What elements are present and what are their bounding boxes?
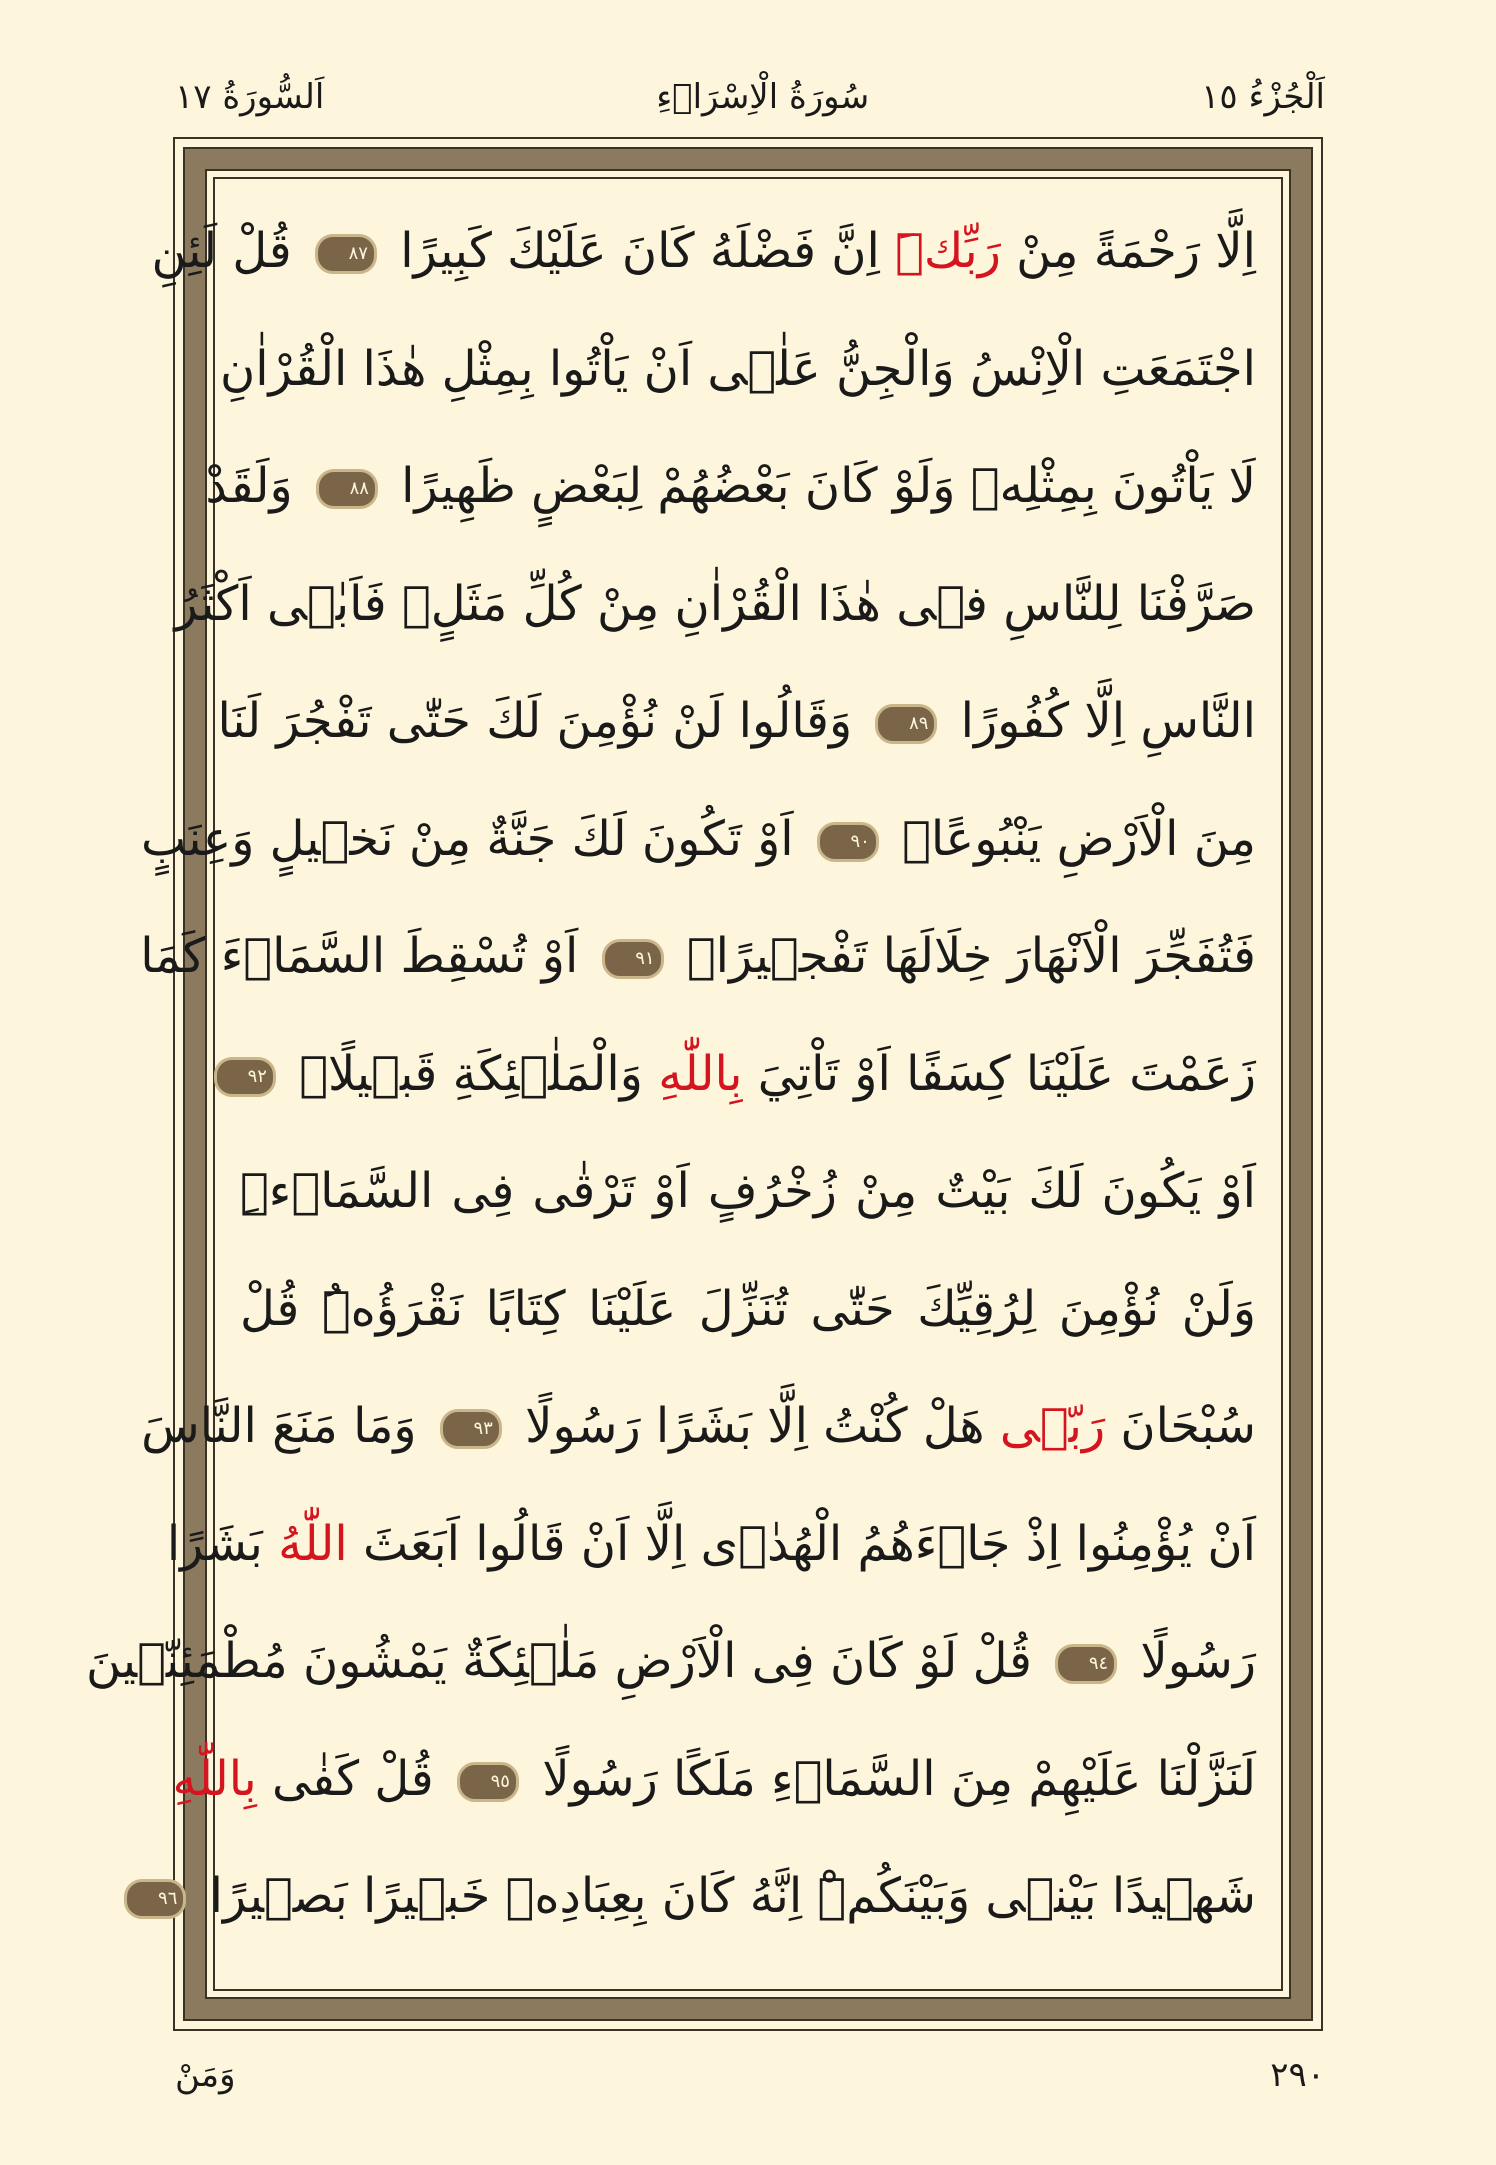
ayah-marker: ٩٥ <box>457 1762 519 1802</box>
juz-label: اَلْجُزْءُ ١٥ <box>1201 77 1325 117</box>
text-line <box>158 1840 1256 1952</box>
ayah-marker: ٨٩ <box>875 704 937 744</box>
quran-text-block <box>86 195 1256 1975</box>
surah-number-label: اَلسُّورَةُ ١٧ <box>175 77 325 117</box>
verse-text: وَمَا مَنَعَ النَّاسَ <box>141 1398 432 1454</box>
divine-name-text: رَبِّكَۜ <box>895 223 1001 279</box>
verse-text: زَعَمْتَ عَلَيْنَا كِسَفًا اَوْ تَاْتِيَ <box>742 1045 1256 1102</box>
ayah-marker: ٩٠ <box>817 822 879 862</box>
verse-text: وَلَنْ نُؤْمِنَ لِرُقِيِّكَ حَتّٰى تُنَزِّلَ عَلَيْنَا كِتَابًا نَقْرَؤُهُۜ قُلْ <box>240 1280 1256 1337</box>
divine-name-text: رَبّٖى <box>999 1398 1106 1454</box>
verse-text: هَلْ كُنْتُ اِلَّا بَشَرًا رَسُولًا <box>509 1398 1000 1454</box>
page-footer <box>175 2045 1325 2105</box>
verse-text: اَوْ تُسْقِطَ السَّمَاۤءَ كَمَا <box>140 928 594 984</box>
text-line <box>86 1605 1256 1717</box>
ayah-marker: ٩٢ <box>214 1057 276 1097</box>
text-line <box>174 548 1256 660</box>
verse-text: اجْتَمَعَتِ الْاِنْسُ وَالْجِنُّ عَلٰۤى اَنْ يَاْتُوا بِمِثْلِ هٰذَا الْقُرْاٰنِ <box>219 340 1256 397</box>
verse-text: وَقَالُوا لَنْ نُؤْمِنَ لَكَ حَتّٰى تَفْجُرَ لَنَا <box>217 693 868 749</box>
verse-text: اِنَّ فَضْلَهُ كَانَ عَلَيْكَ كَبِيرًا <box>384 223 896 279</box>
text-line <box>140 900 1256 1012</box>
verse-text: قُلْ لَوْ كَانَ فِى الْاَرْضِ مَلٰۤئِكَةٌ يَمْشُونَ مُطْمَئِنّٖينَ <box>86 1633 1048 1689</box>
ayah-marker: ٩١ <box>602 939 664 979</box>
ayah-marker: ٩٦ <box>124 1879 186 1919</box>
text-line <box>205 430 1256 542</box>
verse-text: مِنَ الْاَرْضِ يَنْبُوعًاۙ <box>886 810 1256 867</box>
verse-text: النَّاسِ اِلَّا كُفُورًا <box>945 693 1256 749</box>
text-line <box>240 1018 1256 1130</box>
text-line <box>172 1723 1256 1835</box>
verse-text: اَوْ يَكُونَ لَكَ بَيْتٌ مِنْ زُخْرُفٍ اَوْ تَرْقٰى فِى السَّمَاۤءِۜ <box>240 1163 1256 1219</box>
ayah-marker: ٩٣ <box>440 1409 502 1449</box>
verse-text: قُلْ لَئِنِ <box>151 223 307 279</box>
text-line <box>240 1135 1256 1247</box>
verse-text: صَرَّفْنَا لِلنَّاسِ فٖى هٰذَا الْقُرْاٰنِ مِنْ كُلِّ مَثَلٍۘ فَاَبٰۤى اَكْثَرُ <box>174 575 1256 632</box>
verse-text: لَا يَاْتُونَ بِمِثْلِهٖ وَلَوْ كَانَ بَعْضُهُمْ لِبَعْضٍ ظَهِيرًا <box>385 458 1256 514</box>
verse-text: وَالْمَلٰۤئِكَةِ قَبٖيلًاۙ <box>283 1045 659 1102</box>
text-line <box>240 1253 1256 1365</box>
ayah-marker: ٩٤ <box>1055 1644 1117 1684</box>
text-line <box>141 1370 1256 1482</box>
verse-text: بَشَرًا <box>166 1515 279 1572</box>
verse-text: اِلَّا رَحْمَةً مِنْ <box>1000 223 1256 279</box>
divine-name-text: بِاللّٰهِ <box>658 1045 743 1102</box>
verse-text: لَنَزَّلْنَا عَلَيْهِمْ مِنَ السَّمَاۤءِ مَلَكًا رَسُولًا <box>526 1750 1256 1807</box>
text-line <box>166 1488 1256 1600</box>
page-number: ٢٩٠ <box>1270 2055 1325 2095</box>
page-header <box>175 62 1325 132</box>
text-line <box>217 665 1256 777</box>
verse-text: شَهٖيدًا بَيْنٖى وَبَيْنَكُمْۜ اِنَّهُ كَانَ بِعِبَادِهٖ خَبٖيرًا بَصٖيرًا <box>194 1868 1256 1924</box>
verse-text: وَلَقَدْ <box>205 458 308 514</box>
verse-text: قُلْ كَفٰى <box>256 1750 449 1807</box>
ayah-marker: ٨٧ <box>315 234 377 274</box>
text-line <box>151 195 1256 307</box>
ayah-marker: ٨٨ <box>316 469 378 509</box>
surah-name: سُورَةُ الْاِسْرَاۤءِ <box>656 77 870 117</box>
verse-text: اَوْ تَكُونَ لَكَ جَنَّةٌ مِنْ نَخٖيلٍ وَعِنَبٍ <box>140 810 809 867</box>
text-line <box>219 313 1256 425</box>
verse-text: رَسُولًا <box>1125 1633 1256 1689</box>
verse-text: سُبْحَانَ <box>1105 1398 1256 1454</box>
verse-text: اَنْ يُؤْمِنُوا اِذْ جَاۤءَهُمُ الْهُدٰۤى اِلَّا اَنْ قَالُوا اَبَعَثَ <box>347 1515 1256 1572</box>
divine-name-text: اللّٰهُ <box>278 1515 348 1572</box>
divine-name-text: بِاللّٰهِ <box>172 1750 257 1807</box>
verse-text: فَتُفَجِّرَ الْاَنْهَارَ خِلَالَهَا تَفْجٖيرًاۙ <box>671 928 1256 984</box>
catchword: وَمَنْ <box>175 2055 236 2095</box>
text-line <box>140 783 1256 895</box>
